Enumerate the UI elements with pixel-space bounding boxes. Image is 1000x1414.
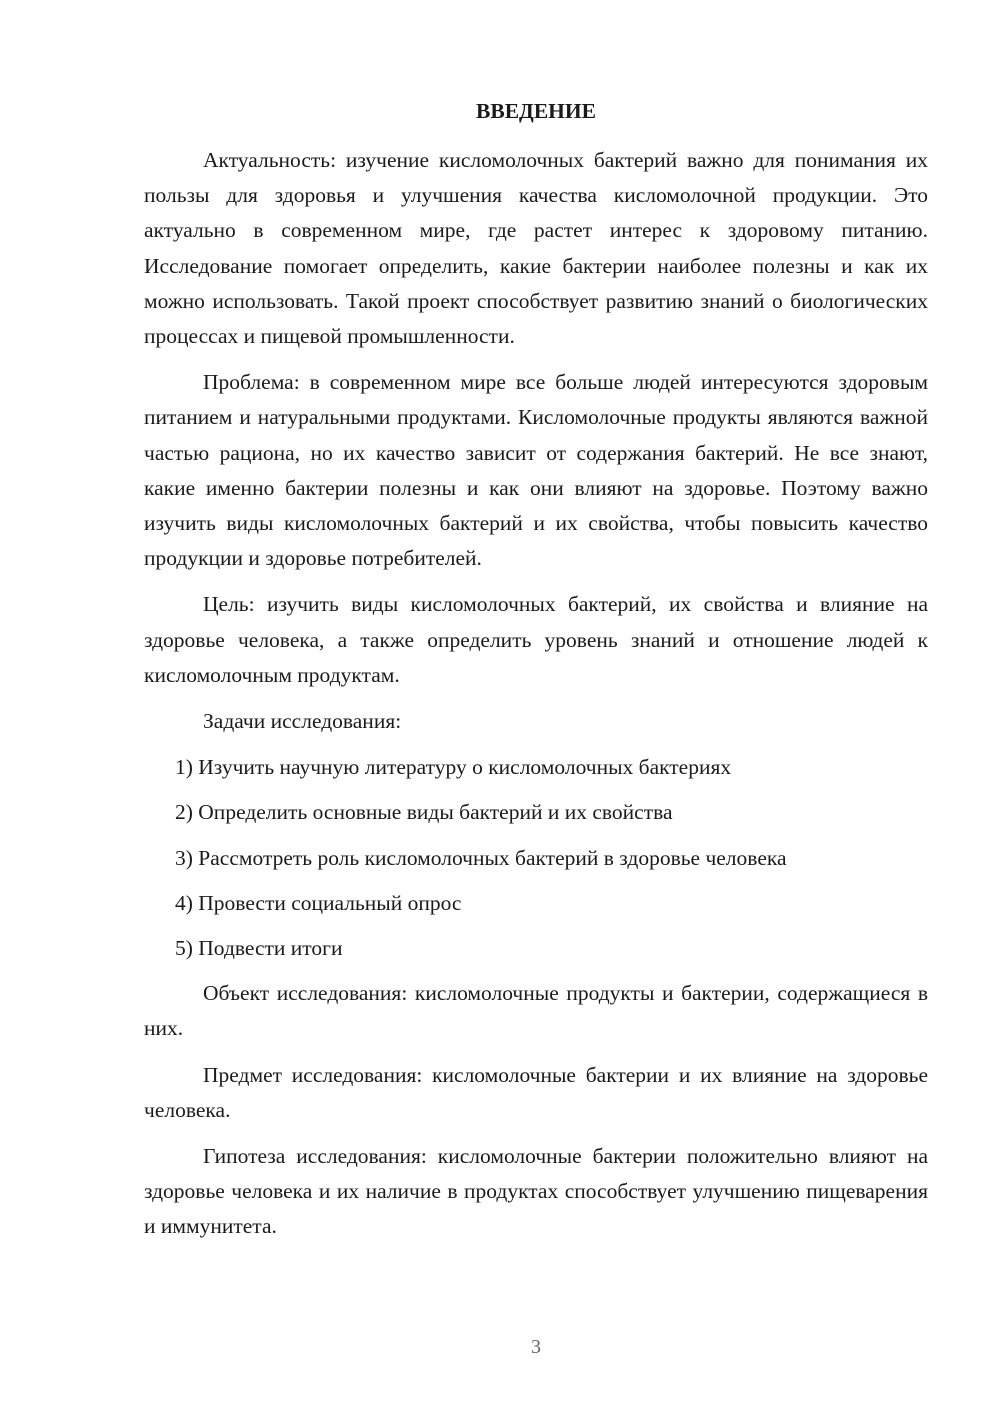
problem-paragraph: Проблема: в современном мире все больше людей интересуются здоровым питанием и натуральными продуктами. Кисломолочные продукты являются важной частью рациона, но их качество зависит от содержания бактерий. Не все знают, какие именно бактерии полезны и как они влияют на здоровье. Поэтому важно изучить виды кисломолочных бактерий и их свойства, чтобы повысить качество продукции и здоровье потребителей. [144, 370, 928, 571]
tasks-heading: Задачи исследования: [203, 709, 402, 734]
task-item: 4) Провести социальный опрос [175, 890, 462, 915]
relevance-paragraph: Актуальность: изучение кисломолочных бактерий важно для понимания их пользы для здоровья и улучшения качества кисломолочной продукции. Это актуально в современном мире, где растет интерес к здоровому питанию. Исследование помогает определить, какие бактерии наиболее полезны и как их можно использовать. Такой проект способствует развитию знаний о биологических процессах и пищевой промышленности. [144, 148, 928, 349]
object-paragraph: Объект исследования: кисломолочные продукты и бактерии, содержащиеся в них. [144, 981, 928, 1041]
task-item: 5) Подвести итоги [175, 936, 343, 961]
page-title: ВВЕДЕНИЕ [476, 99, 596, 123]
task-item: 3) Рассмотреть роль кисломолочных бактерий в здоровье человека [175, 845, 787, 870]
goal-paragraph: Цель: изучить виды кисломолочных бактерий, их свойства и влияние на здоровье человека, а также определить уровень знаний и отношение людей к кисломолочным продуктам. [144, 592, 928, 687]
task-item: 2) Определить основные виды бактерий и их свойства [175, 800, 673, 825]
task-list [144, 750, 928, 966]
hypothesis-paragraph: Гипотеза исследования: кисломолочные бактерии положительно влияют на здоровье человека и их наличие в продуктах способствует улучшению пищеварения и иммунитета. [144, 1144, 928, 1239]
page-body [144, 143, 928, 1256]
page-number: 3 [531, 1336, 541, 1358]
subject-paragraph: Предмет исследования: кисломолочные бактерии и их влияние на здоровье человека. [144, 1062, 928, 1122]
task-item: 1) Изучить научную литературу о кисломолочных бактериях [175, 755, 732, 780]
